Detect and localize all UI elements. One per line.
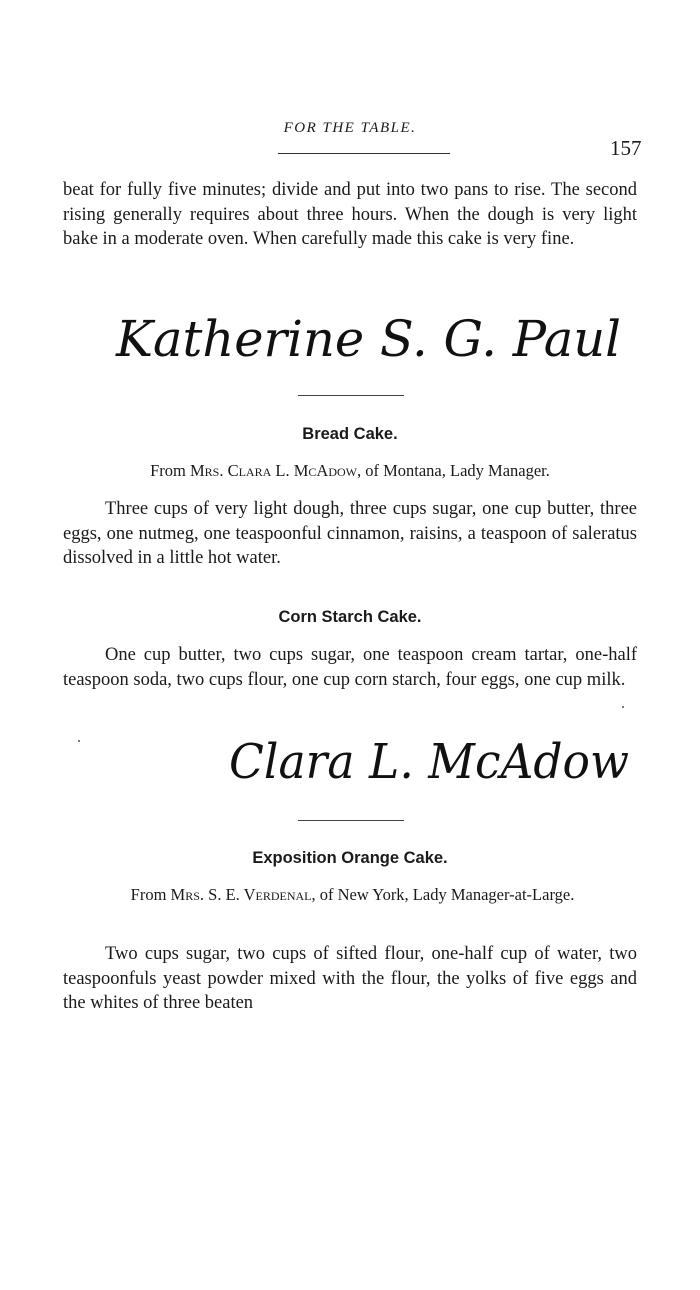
recipe-body: Three cups of very light dough, three cups sugar, one cup butter, three eggs, one nutmeg, one teaspoonful cinnamon, raisins, a teaspoon of saleratus dissolved in a little hot water. (63, 499, 637, 568)
section-divider (298, 395, 404, 396)
signature-katherine-paul (110, 298, 630, 376)
recipe-attribution (80, 460, 620, 481)
attribution-prefix: From (150, 461, 186, 480)
page-number: 157 (610, 136, 642, 160)
recipe-title: Exposition Orange Cake. (252, 849, 448, 867)
attribution-name: Mrs. Clara L. McAdow, (190, 461, 362, 480)
continuation-paragraph: beat for fully five minutes; divide and put into two pans to rise. The second rising generally requires about three hours. When the dough is very light bake in a moderate oven. When carefully made this cake is very fine. (63, 180, 637, 249)
print-speck (78, 740, 80, 742)
section-divider (298, 820, 404, 821)
svg-text:Clara L. McAdow: Clara L. McAdow (229, 734, 629, 790)
print-speck (622, 706, 624, 708)
attribution-suffix: of Montana, Lady Manager. (365, 461, 550, 480)
attribution-suffix: of New York, Lady Manager-at-Large. (319, 885, 575, 904)
recipe-body: One cup butter, two cups sugar, one teaspoon cream tartar, one-half teaspoon soda, two cups flour, one cup corn starch, four eggs, one cup milk. (63, 645, 637, 690)
running-head: FOR THE TABLE. (283, 120, 417, 136)
running-head-rule (278, 153, 450, 154)
signature-clara-mcadow (225, 722, 640, 800)
attribution-prefix: From (130, 885, 167, 904)
svg-text:Katherine S. G. Paul: Katherine S. G. Paul (115, 310, 622, 368)
recipe-title: Corn Starch Cake. (278, 608, 422, 626)
recipe-attribution (80, 884, 625, 905)
attribution-name: Mrs. S. E. Verdenal, (170, 885, 316, 904)
recipe-body: Two cups sugar, two cups of sifted flour, one-half cup of water, two teaspoonfuls yeast powder mixed with the flour, the yolks of five eggs and the whites of three beaten (63, 944, 637, 1013)
recipe-title: Bread Cake. (302, 425, 398, 443)
